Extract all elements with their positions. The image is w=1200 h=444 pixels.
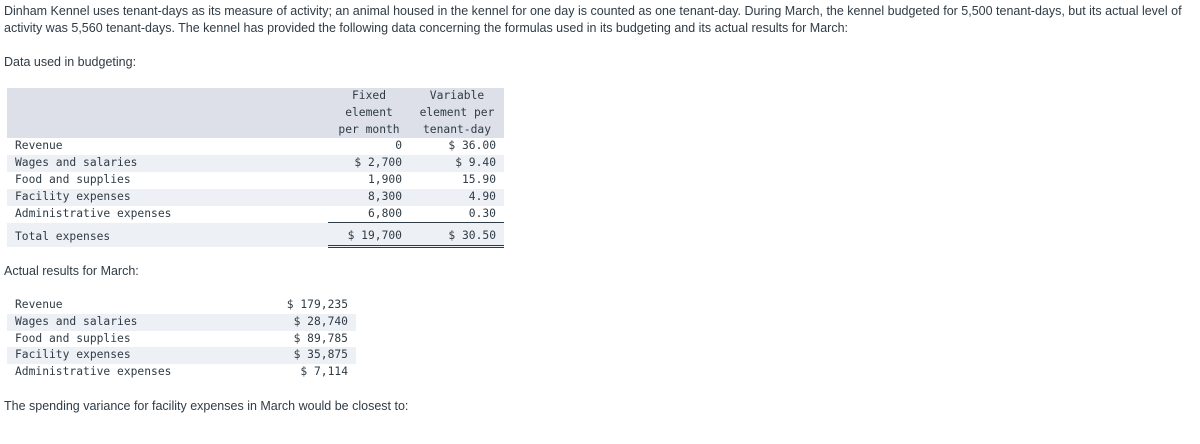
total-fixed-value: $ 19,700	[328, 223, 410, 247]
row-fixed-value: 6,800	[328, 206, 410, 223]
row-actual-value: $ 7,114	[300, 365, 348, 379]
header-fixed-line: element	[345, 105, 393, 119]
actual-results-label: Actual results for March:	[4, 264, 139, 278]
table-row	[7, 189, 504, 206]
table-row	[7, 364, 356, 381]
header-variable-line: Variable	[429, 89, 485, 102]
table-row	[7, 138, 504, 155]
row-actual-value: $ 35,875	[274, 347, 356, 364]
table-row	[7, 331, 356, 348]
row-variable-value: $ 9.40	[410, 155, 504, 172]
row-label: Food and supplies	[15, 172, 131, 186]
header-fixed-line: per month	[338, 122, 400, 136]
row-label: Administrative expenses	[15, 365, 172, 379]
total-variable-value: $ 30.50	[410, 223, 504, 247]
header-fixed-element	[328, 88, 410, 138]
total-row	[7, 223, 504, 247]
row-label: Food and supplies	[15, 331, 131, 345]
total-label: Total expenses	[7, 223, 328, 247]
problem-statement: Dinham Kennel uses tenant-days as its measure of activity; an animal housed in the kennel for one day is counted as one tenant-day. During March, the kennel budgeted for 5,500 tenant-days, but its actual level of activity was 5,560 tenant-days. The kennel has provided the following data concerning the formulas used in its budgeting and its actual results for March:	[4, 4, 1182, 35]
header-fixed-line: Fixed	[351, 89, 386, 102]
row-fixed-value: $ 2,700	[328, 155, 410, 172]
row-variable-value: 4.90	[410, 189, 504, 206]
budget-data-label: Data used in budgeting:	[4, 55, 137, 69]
row-variable-value: 15.90	[461, 172, 496, 186]
row-label: Administrative expenses	[15, 206, 172, 220]
table-row	[7, 155, 504, 172]
row-actual-value: $ 28,740	[274, 314, 356, 331]
header-variable-line: tenant-day	[422, 122, 491, 136]
row-label: Wages and salaries	[7, 314, 274, 331]
row-label: Wages and salaries	[7, 155, 328, 172]
row-label: Facility expenses	[7, 347, 274, 364]
row-fixed-value: 0	[395, 139, 402, 153]
row-actual-value: $ 89,785	[293, 331, 348, 345]
table-row	[7, 172, 504, 189]
table-row	[7, 206, 504, 223]
row-actual-value: $ 179,235	[286, 298, 348, 311]
row-label: Facility expenses	[7, 189, 328, 206]
row-fixed-value: 8,300	[328, 189, 410, 206]
row-variable-value: 0.30	[410, 206, 504, 223]
question-text: The spending variance for facility expenses in March would be closest to:	[4, 399, 409, 413]
header-variable-element	[410, 88, 504, 138]
table-row	[7, 314, 356, 331]
header-variable-line: element per	[419, 105, 495, 119]
row-label: Revenue	[15, 298, 63, 311]
actual-results-table	[7, 297, 356, 381]
row-fixed-value: 1,900	[367, 172, 402, 186]
table-row	[7, 347, 356, 364]
row-label: Revenue	[15, 139, 63, 153]
budget-formula-table	[7, 88, 504, 248]
table-row	[7, 297, 356, 314]
row-variable-value: $ 36.00	[448, 139, 496, 153]
header-blank-cell	[7, 88, 328, 138]
budget-table-header	[7, 88, 504, 138]
